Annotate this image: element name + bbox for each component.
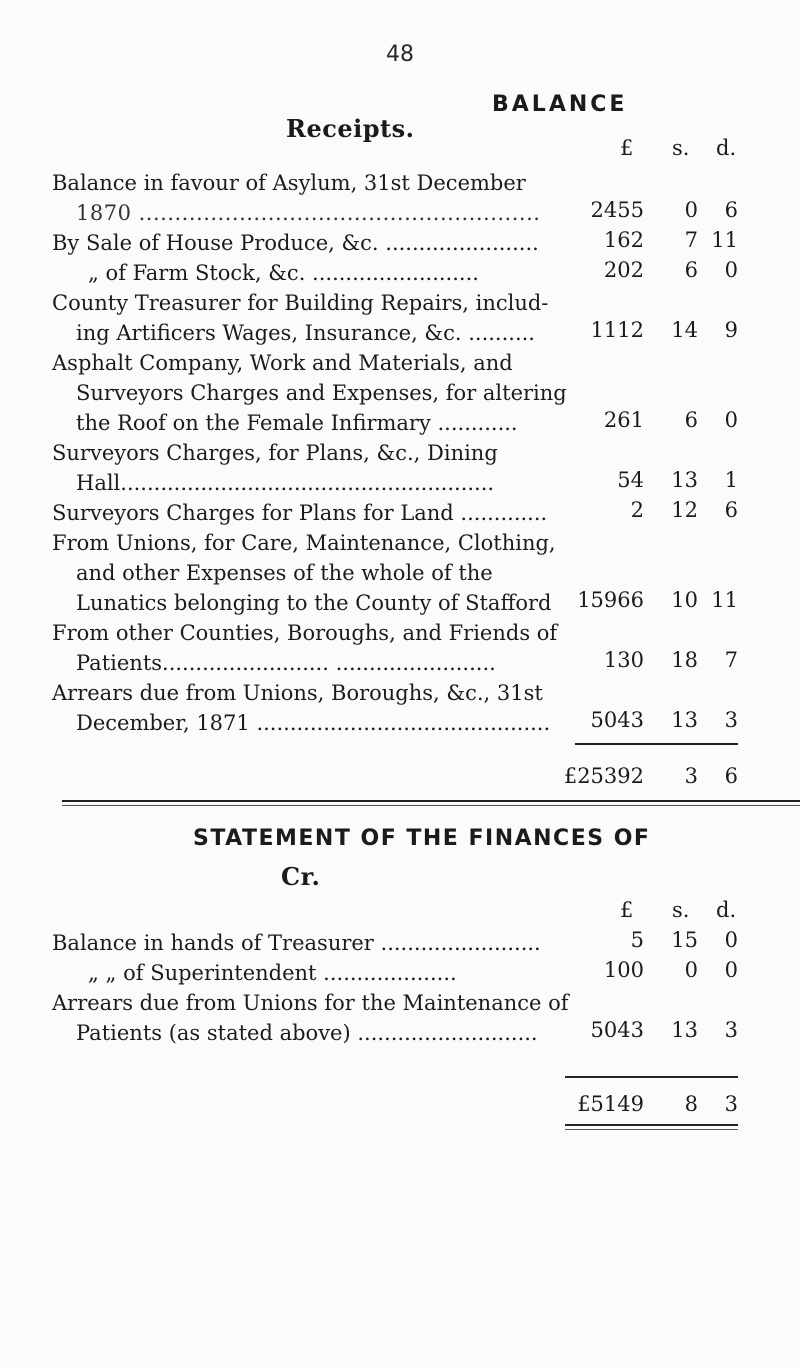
statement-line: Arrears due from Unions for the Maintenance of (52, 991, 569, 1015)
receipt-pounds: 15966 (577, 588, 644, 612)
receipt-shillings: 7 (684, 228, 698, 252)
receipt-pounds: 261 (603, 408, 644, 432)
receipts-total-pence: 6 (724, 764, 738, 788)
receipt-pence: 7 (724, 648, 738, 672)
receipt-line: the Roof on the Female Infirmary ............ (76, 411, 518, 435)
receipt-pounds: 1112 (590, 318, 644, 342)
receipt-pence: 3 (724, 708, 738, 732)
statement-shillings: 13 (671, 1018, 698, 1042)
balance-title: BALANCE (492, 92, 628, 117)
receipts-total-shillings: 3 (684, 764, 698, 788)
receipt-line: Surveyors Charges for Plans for Land ............. (52, 501, 548, 525)
statement-pence: 0 (724, 958, 738, 982)
receipt-pence: 6 (724, 498, 738, 522)
pounds-column-header: £ (620, 136, 634, 160)
receipt-shillings: 13 (671, 468, 698, 492)
section-divider (62, 805, 800, 806)
receipt-line: Patients......................... ........................ (76, 651, 496, 675)
receipt-line: December, 1871 ............................................ (76, 711, 551, 735)
receipt-shillings: 12 (671, 498, 698, 522)
total-rule (565, 1129, 738, 1130)
receipt-line: Surveyors Charges, for Plans, &c., Dining (52, 441, 498, 465)
statement-pounds: 5 (630, 928, 644, 952)
receipt-shillings: 10 (671, 588, 698, 612)
receipt-line: From Unions, for Care, Maintenance, Clothing, (52, 531, 556, 555)
receipt-shillings: 6 (684, 258, 698, 282)
receipt-pounds: 54 (617, 468, 644, 492)
receipt-pence: 0 (724, 258, 738, 282)
statement-pounds: 5043 (590, 1018, 644, 1042)
statement-line: „ „ of Superintendent .................... (88, 961, 457, 985)
receipt-line: Arrears due from Unions, Boroughs, &c., 31st (52, 681, 543, 705)
receipt-pounds: 5043 (590, 708, 644, 732)
receipt-line: By Sale of House Produce, &c. ....................... (52, 231, 539, 255)
receipt-line: Balance in favour of Asylum, 31st December (52, 171, 526, 195)
receipt-shillings: 14 (671, 318, 698, 342)
receipt-line: From other Counties, Boroughs, and Friends of (52, 621, 558, 645)
receipt-shillings: 0 (684, 198, 698, 222)
receipt-pounds: 130 (603, 648, 644, 672)
statement-title: STATEMENT OF THE FINANCES OF (193, 826, 651, 851)
statement-pence: 3 (724, 1018, 738, 1042)
receipt-shillings: 13 (671, 708, 698, 732)
receipt-line: County Treasurer for Building Repairs, includ- (52, 291, 549, 315)
shillings-column-header: s. (672, 136, 690, 160)
statement-pence: 0 (724, 928, 738, 952)
total-rule (575, 743, 738, 745)
receipt-line: Hall........................................................ (76, 471, 495, 495)
receipt-line: Lunatics belonging to the County of Stafford (76, 591, 552, 615)
statement-line: Patients (as stated above) ........................... (76, 1021, 538, 1045)
receipt-pence: 9 (724, 318, 738, 342)
receipt-pence: 1 (724, 468, 738, 492)
statement-pounds: 100 (603, 958, 644, 982)
statement-total-pounds: £5149 (577, 1092, 644, 1116)
receipts-total-pounds: £25392 (563, 764, 644, 788)
total-rule (565, 1076, 738, 1078)
pence-column-header: d. (716, 898, 737, 922)
receipt-line: Surveyors Charges and Expenses, for altering (76, 381, 567, 405)
receipt-pence: 11 (711, 228, 738, 252)
section-divider (62, 800, 800, 802)
total-rule (565, 1124, 738, 1126)
statement-total-pence: 3 (724, 1092, 738, 1116)
page-number: 48 (386, 42, 414, 67)
statement-shillings: 15 (671, 928, 698, 952)
pence-column-header: d. (716, 136, 737, 160)
receipts-heading: Receipts. (286, 114, 415, 143)
receipt-pence: 11 (711, 588, 738, 612)
receipt-line: and other Expenses of the whole of the (76, 561, 493, 585)
receipt-pence: 0 (724, 408, 738, 432)
receipt-shillings: 6 (684, 408, 698, 432)
receipt-line: 1870 ........................................................ (76, 201, 541, 225)
receipt-line: „ of Farm Stock, &c. ......................... (88, 261, 479, 285)
credit-heading: Cr. (281, 862, 321, 891)
receipt-line: Asphalt Company, Work and Materials, and (52, 351, 513, 375)
shillings-column-header: s. (672, 898, 690, 922)
receipt-pounds: 202 (603, 258, 644, 282)
statement-shillings: 0 (684, 958, 698, 982)
receipt-line: ing Artificers Wages, Insurance, &c. .......... (76, 321, 535, 345)
pounds-column-header: £ (620, 898, 634, 922)
receipt-pounds: 2455 (590, 198, 644, 222)
receipt-shillings: 18 (671, 648, 698, 672)
statement-line: Balance in hands of Treasurer ........................ (52, 931, 541, 955)
receipt-pounds: 162 (603, 228, 644, 252)
receipt-pounds: 2 (630, 498, 644, 522)
receipt-pence: 6 (724, 198, 738, 222)
statement-total-shillings: 8 (684, 1092, 698, 1116)
